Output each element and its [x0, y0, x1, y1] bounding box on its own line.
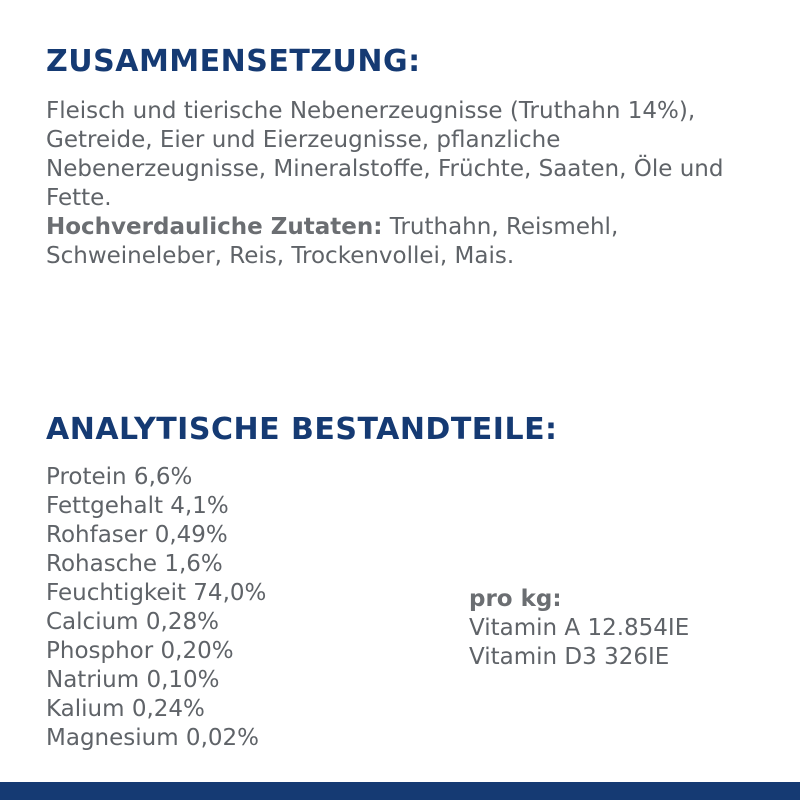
analysis-item-protein: Protein 6,6%: [46, 464, 193, 490]
composition-text: [46, 97, 766, 213]
analysis-list: [46, 463, 266, 753]
highly-digestible-text: Truthahn, Reismehl, Schweineleber, Reis, Trockenvollei, Mais.: [46, 214, 619, 269]
per-kg-label: pro kg:: [469, 586, 562, 612]
analysis-item-phosphorus: Phosphor 0,20%: [46, 638, 234, 664]
analysis-item-fiber: Rohfaser 0,49%: [46, 522, 228, 548]
bottom-bar: [0, 782, 800, 800]
analysis-heading: ANALYTISCHE BESTANDTEILE:: [46, 412, 558, 447]
per-kg-section: [469, 585, 689, 672]
composition-ingredients: Fleisch und tierische Nebenerzeugnisse (Truthahn 14%), Getreide, Eier und Eierzeugnisse, pflanzliche Nebenerzeugnisse, Mineralstoffe, Früchte, Saaten, Öle und Fette.: [46, 98, 724, 211]
composition-heading: ZUSAMMENSETZUNG:: [46, 44, 421, 79]
per-kg-item-vitamin-d3: Vitamin D3 326IE: [469, 644, 670, 670]
analysis-item-ash: Rohasche 1,6%: [46, 551, 223, 577]
analysis-item-sodium: Natrium 0,10%: [46, 667, 220, 693]
per-kg-list: [469, 614, 689, 672]
per-kg-item-vitamin-a: Vitamin A 12.854IE: [469, 615, 690, 641]
analysis-item-fat: Fettgehalt 4,1%: [46, 493, 229, 519]
highly-digestible-paragraph: [46, 213, 766, 271]
analysis-item-magnesium: Magnesium 0,02%: [46, 725, 259, 751]
analysis-item-potassium: Kalium 0,24%: [46, 696, 205, 722]
composition-section: [46, 97, 766, 271]
analysis-item-moisture: Feuchtigkeit 74,0%: [46, 580, 267, 606]
analysis-item-calcium: Calcium 0,28%: [46, 609, 219, 635]
highly-digestible-label: Hochverdauliche Zutaten:: [46, 214, 383, 240]
